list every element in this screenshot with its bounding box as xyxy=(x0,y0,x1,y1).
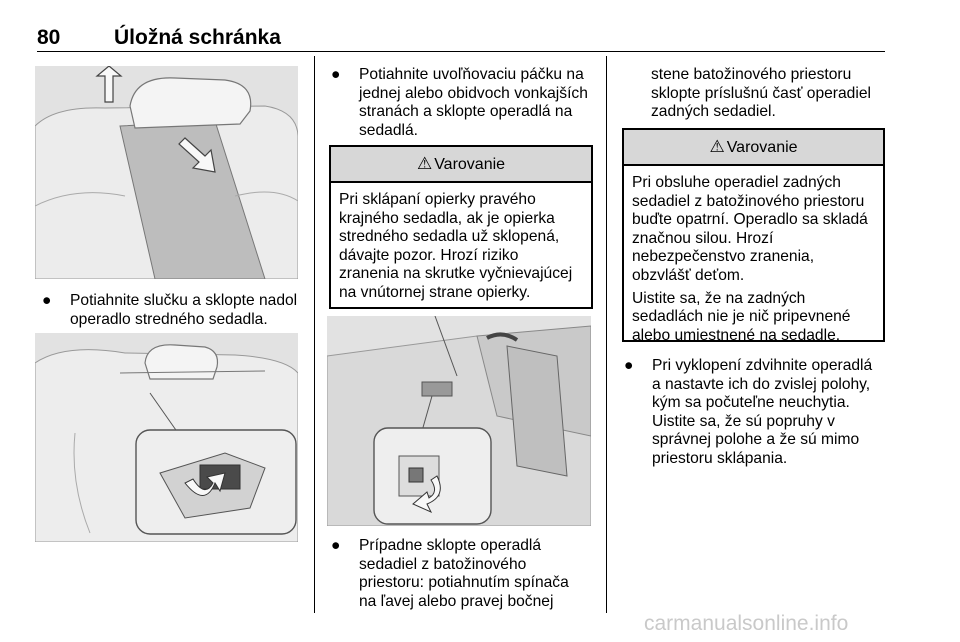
bullet-marker: ● xyxy=(331,66,341,83)
bullet-text: Prípadne sklopte operadlá sedadiel z batožinového priestoru: potiahnutím spínača na ľavej alebo pravej bočnej xyxy=(359,537,569,610)
watermark: carmanualsonline.info xyxy=(644,612,849,635)
warning-box-2 xyxy=(622,128,885,342)
warning-box-1 xyxy=(329,145,593,309)
page-number: 80 xyxy=(37,26,61,49)
figure-trunk-lever xyxy=(327,316,591,526)
column-divider-1 xyxy=(314,56,315,613)
warning-title: Varovanie xyxy=(726,139,798,156)
warning-title: Varovanie xyxy=(434,156,506,173)
warning-header xyxy=(331,147,591,183)
warning-text xyxy=(624,166,883,355)
bullet-text: Potiahnite slučku a sklopte nadol operadlo stredného sedadla. xyxy=(70,292,298,328)
figure-middle-seat-loop xyxy=(35,333,298,542)
warning-icon: ⚠ xyxy=(416,154,433,173)
warning-text: Pri sklápaní opierky pravého krajného sedadla, ak je opierka stredného sedadla už sklopená, dávajte pozor. Hrozí riziko zranenia na skrutke vyčnievajúcej na vnútornej strane opierky. xyxy=(339,191,573,301)
bullet-marker: ● xyxy=(42,292,52,309)
bullet-marker: ● xyxy=(331,537,341,554)
bullet-text: Potiahnite uvoľňovaciu páčku na jednej alebo obidvoch vonkajších stranách a sklopte operadlá na sedadlá. xyxy=(359,66,588,139)
bullet-text: Pri vyklopení zdvihnite operadlá a nastavte ich do zvislej polohy, kým sa počuteľne neuchytia. Uistite sa, že sú popruhy v správnej polohe a že sú mimo priestoru sklápania. xyxy=(652,357,873,467)
warning-paragraph-1: Pri obsluhe operadiel zadných sedadiel z batožinového priestoru buďte opatrní. Operadlo sa skladá značnou silou. Hrozí nebezpečenstvo zranenia, obzvlášť deťom. xyxy=(632,174,868,284)
warning-icon: ⚠ xyxy=(709,137,725,156)
figure-seat-backrest xyxy=(35,66,298,279)
col3-continuation-text: stene batožinového priestoru sklopte príslušnú časť operadiel zadných sedadiel. xyxy=(651,66,871,121)
column-divider-2 xyxy=(606,56,607,613)
header-divider xyxy=(37,51,885,52)
warning-paragraph-2: Uistite sa, že na zadných sedadlách nie je nič pripevnené alebo umiestnené na sedadle. xyxy=(632,289,851,344)
page-title: Úložná schránka xyxy=(114,26,281,49)
warning-header xyxy=(624,130,883,166)
bullet-marker: ● xyxy=(624,357,634,374)
